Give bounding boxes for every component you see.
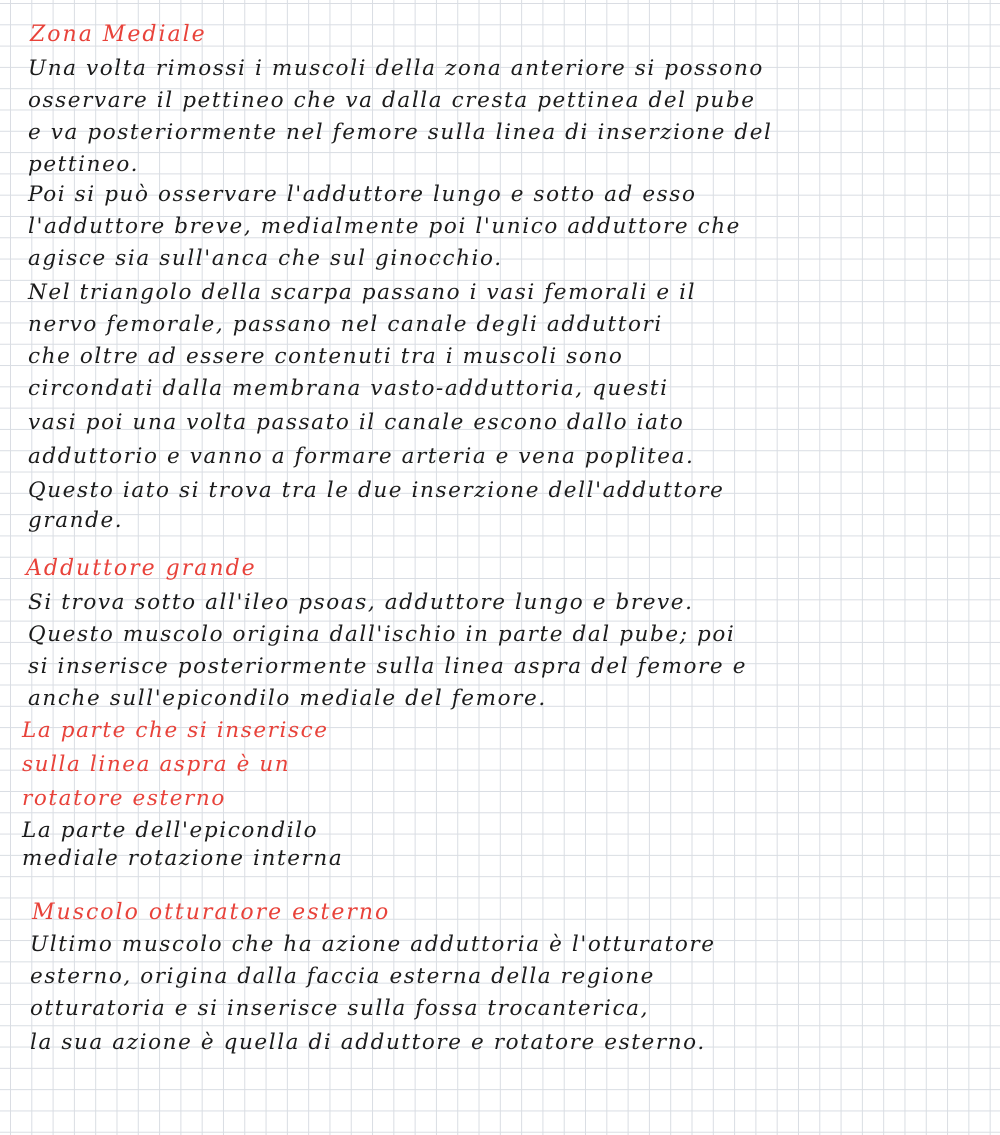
text-line: agisce sia sull'anca che sul ginocchio. (28, 246, 503, 271)
text-line: mediale rotazione interna (22, 846, 344, 871)
text-line: osservare il pettineo che va dalla cresta pettinea del pube (28, 88, 756, 113)
text-line: Poi si può osservare l'adduttore lungo e sotto ad esso (28, 182, 697, 207)
text-line: esterno, origina dalla faccia esterna della regione (30, 964, 656, 989)
text-line: anche sull'epicondilo mediale del femore. (28, 686, 547, 711)
text-line: pettineo. (28, 152, 140, 177)
section-title-adduttore-grande: Adduttore grande (26, 556, 257, 581)
text-line: vasi poi una volta passato il canale escono dallo iato (28, 410, 685, 435)
text-line: Ultimo muscolo che ha azione adduttoria è l'otturatore (30, 932, 716, 957)
highlight-line: sulla linea aspra è un (22, 752, 291, 777)
text-line: Questo iato si trova tra le due inserzione dell'adduttore (28, 478, 725, 503)
highlight-line: La parte che si inserisce (22, 718, 329, 743)
section-title-zona-mediale: Zona Mediale (30, 22, 207, 47)
text-line: otturatoria e si inserisce sulla fossa trocanterica, (30, 996, 650, 1021)
text-line: adduttorio e vanno a formare arteria e vena poplitea. (28, 444, 695, 469)
text-line: circondati dalla membrana vasto-adduttoria, questi (28, 376, 669, 401)
text-line: che oltre ad essere contenuti tra i muscoli sono (28, 344, 624, 369)
text-line: Si trova sotto all'ileo psoas, adduttore lungo e breve. (28, 590, 694, 615)
text-line: La parte dell'epicondilo (22, 818, 319, 843)
text-line: grande. (28, 508, 124, 533)
text-line: la sua azione è quella di adduttore e rotatore esterno. (30, 1030, 706, 1055)
text-line: Questo muscolo origina dall'ischio in parte dal pube; poi (28, 622, 736, 647)
text-line: Una volta rimossi i muscoli della zona anteriore si possono (28, 56, 764, 81)
text-line: e va posteriormente nel femore sulla linea di inserzione del (28, 120, 773, 145)
text-line: l'adduttore breve, medialmente poi l'unico adduttore che (28, 214, 741, 239)
text-line: Nel triangolo della scarpa passano i vasi femorali e il (28, 280, 697, 305)
section-title-otturatore-esterno: Muscolo otturatore esterno (32, 900, 391, 925)
text-line: si inserisce posteriormente sulla linea aspra del femore e (28, 654, 748, 679)
highlight-line: rotatore esterno (22, 786, 226, 811)
text-line: nervo femorale, passano nel canale degli adduttori (28, 312, 663, 337)
